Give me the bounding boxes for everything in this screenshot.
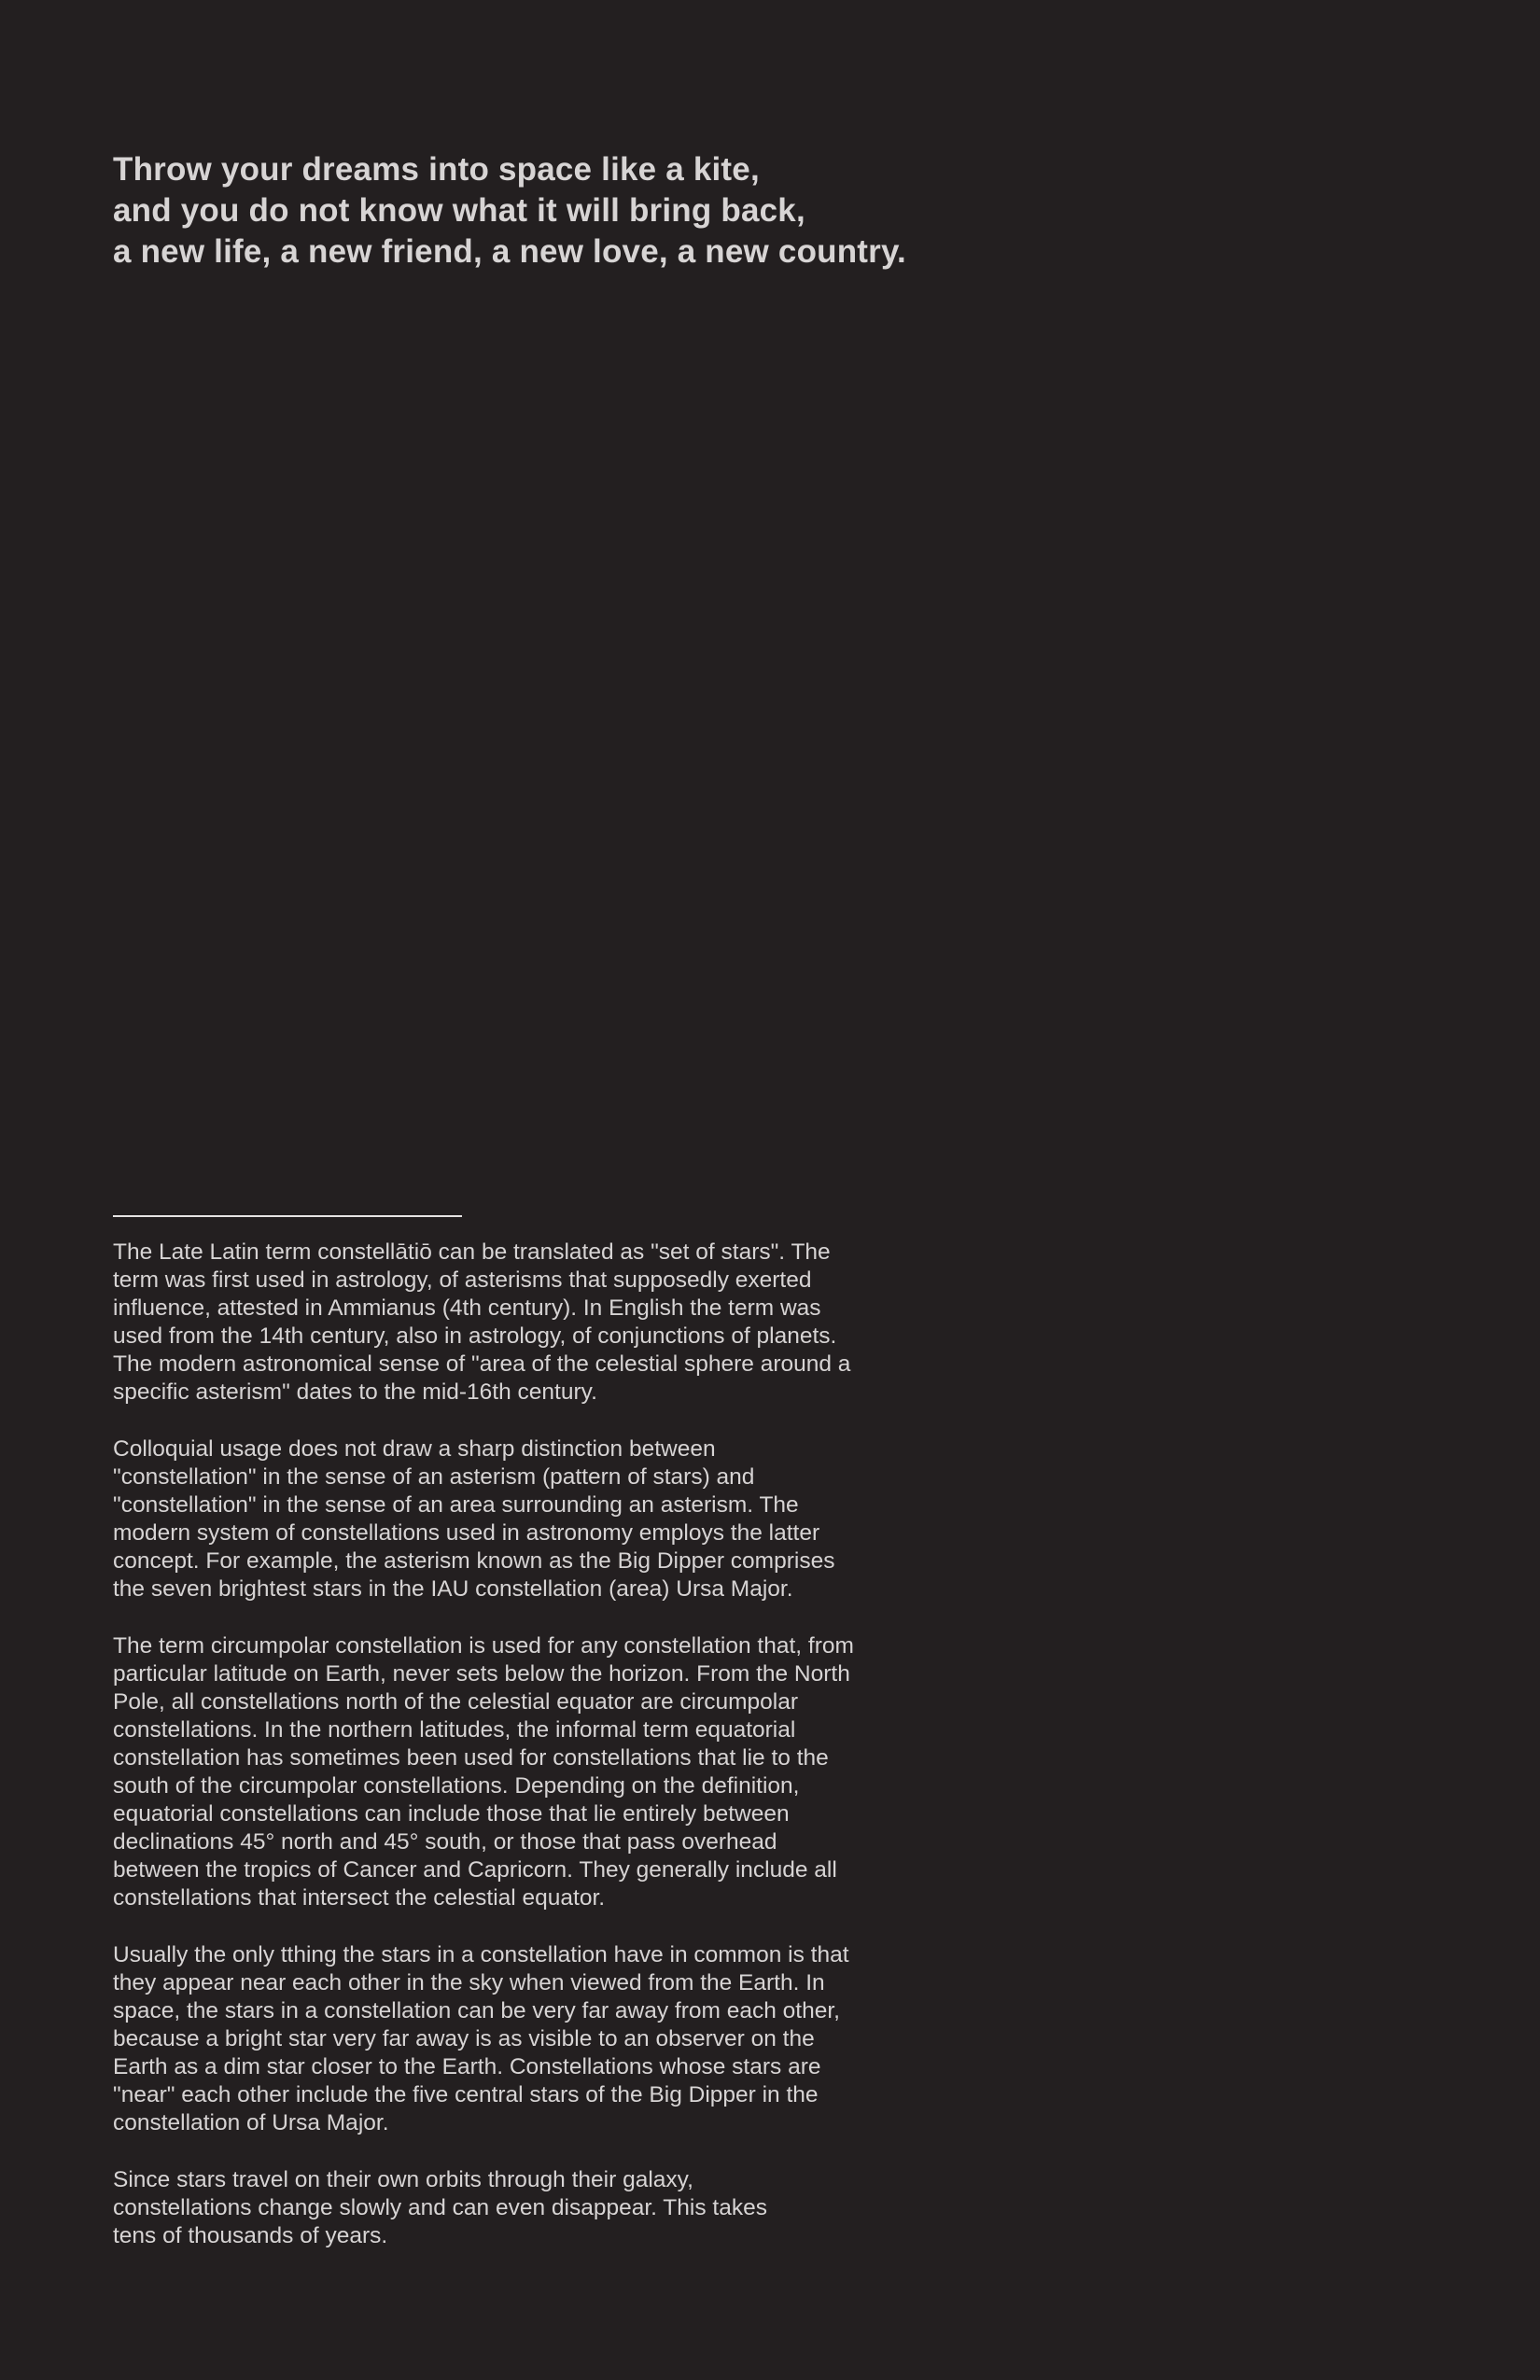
paragraph-colloquial-usage: [113, 1435, 1009, 1603]
paragraph-common-stars: [113, 1941, 1009, 2137]
text-line: they appear near each other in the sky when viewed from the Earth. In: [113, 1970, 825, 1995]
paragraph-etymology: [113, 1239, 1009, 1407]
text-line: "near" each other include the five central stars of the Big Dipper in the: [113, 2082, 819, 2107]
text-line: Since stars travel on their own orbits through their galaxy,: [113, 2167, 693, 2192]
text-line: particular latitude on Earth, never sets below the horizon. From the North: [113, 1661, 850, 1687]
text-line: Colloquial usage does not draw a sharp distinction between: [113, 1436, 716, 1462]
text-line: term was first used in astrology, of asterisms that supposedly exerted: [113, 1267, 812, 1293]
quote-heading: [113, 149, 1233, 273]
text-line: space, the stars in a constellation can be very far away from each other,: [113, 1998, 840, 2023]
paragraph-circumpolar: [113, 1632, 1009, 1912]
text-line: the seven brightest stars in the IAU constellation (area) Ursa Major.: [113, 1576, 793, 1602]
text-line: constellation has sometimes been used for constellations that lie to the: [113, 1745, 829, 1771]
text-line: constellations change slowly and can even disappear. This takes: [113, 2195, 767, 2220]
text-line: south of the circumpolar constellations. Depending on the definition,: [113, 1773, 800, 1799]
text-line: Earth as a dim star closer to the Earth. Constellations whose stars are: [113, 2054, 821, 2079]
text-line: constellations that intersect the celestial equator.: [113, 1885, 606, 1911]
text-line: The modern astronomical sense of "area of the celestial sphere around a: [113, 1351, 851, 1377]
article-body: [113, 1239, 1009, 2279]
text-line: used from the 14th century, also in astrology, of conjunctions of planets.: [113, 1323, 837, 1349]
text-line: between the tropics of Cancer and Capricorn. They generally include all: [113, 1857, 837, 1883]
text-line: tens of thousands of years.: [113, 2223, 388, 2248]
text-line: Usually the only tthing the stars in a constellation have in common is that: [113, 1942, 849, 1967]
text-line: Pole, all constellations north of the celestial equator are circumpolar: [113, 1689, 799, 1715]
divider-rule: [113, 1215, 462, 1217]
quote-line: and you do not know what it will bring back,: [113, 192, 805, 229]
quote-line: a new life, a new friend, a new love, a new country.: [113, 233, 906, 270]
text-line: concept. For example, the asterism known as the Big Dipper comprises: [113, 1548, 835, 1574]
text-line: "constellation" in the sense of an asterism (pattern of stars) and: [113, 1464, 755, 1490]
text-line: declinations 45° north and 45° south, or those that pass overhead: [113, 1829, 777, 1855]
text-line: constellations. In the northern latitudes, the informal term equatorial: [113, 1717, 796, 1743]
text-line: specific asterism" dates to the mid-16th century.: [113, 1379, 597, 1405]
text-line: The Late Latin term constellātiō can be translated as "set of stars". The: [113, 1239, 831, 1265]
text-line: equatorial constellations can include those that lie entirely between: [113, 1801, 790, 1827]
paragraph-star-orbits: [113, 2166, 1009, 2250]
text-line: influence, attested in Ammianus (4th century). In English the term was: [113, 1295, 821, 1321]
text-line: because a bright star very far away is as visible to an observer on the: [113, 2026, 815, 2051]
text-line: "constellation" in the sense of an area surrounding an asterism. The: [113, 1492, 799, 1518]
text-line: The term circumpolar constellation is used for any constellation that, from: [113, 1633, 854, 1659]
text-line: constellation of Ursa Major.: [113, 2110, 389, 2135]
text-line: modern system of constellations used in astronomy employs the latter: [113, 1520, 820, 1546]
quote-line: Throw your dreams into space like a kite,: [113, 151, 760, 188]
